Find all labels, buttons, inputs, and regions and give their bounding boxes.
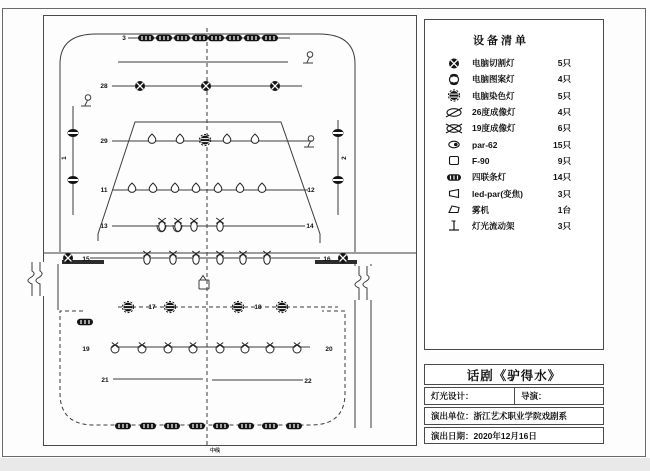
fixture-profile-icon (158, 218, 166, 231)
equipment-name: 电脑图案灯 (472, 74, 515, 85)
plan-label: 20 (325, 346, 333, 353)
fixture-strip-icon (156, 35, 172, 41)
plan-label: 22 (304, 378, 312, 385)
fixture-flag-icon (303, 52, 313, 63)
fixture-drop-icon (149, 183, 157, 192)
equipment-qty: 1台 (557, 204, 571, 215)
plan-label: 29 (100, 138, 108, 145)
plan-label: 15 (82, 256, 90, 263)
fixture-strip-icon (174, 35, 190, 41)
fixture-round-icon (111, 343, 119, 354)
date-field: 演出日期：2020年12月16日 (424, 427, 604, 444)
lighting-designer-field: 灯光设计： (425, 388, 515, 404)
fixture-profile-icon (216, 218, 224, 231)
equipment-list-title: 设备清单 (473, 35, 529, 47)
fixture-drop-icon (128, 183, 136, 192)
equipment-qty: 4只 (557, 74, 571, 85)
plan-label: 21 (101, 377, 109, 384)
fixture-drop-icon (236, 183, 244, 192)
fixture-profile-icon (174, 218, 182, 231)
fixture-drop-icon (148, 134, 156, 143)
equipment-qty: 9只 (557, 155, 571, 166)
fixture-round-icon (216, 343, 224, 354)
equipment-qty: 4只 (557, 107, 571, 118)
fixture-strip-icon (286, 423, 302, 429)
fixture-strip-icon (213, 423, 229, 429)
fixture-strip-icon (115, 423, 131, 429)
fixture-round-icon (164, 343, 172, 354)
fixture-scribble-icon (199, 134, 210, 145)
fixture-round-icon (189, 343, 197, 354)
fixture-mover-icon (338, 253, 348, 263)
fixture-strip-icon (164, 423, 180, 429)
fixture-strip-icon (138, 35, 154, 41)
equipment-name: led-par(变焦) (472, 188, 524, 199)
fixture-mover-icon (270, 81, 280, 91)
plan-label: 18 (254, 304, 262, 311)
equipment-name: 26度成像灯 (472, 107, 516, 118)
equipment-name: 雾机 (472, 204, 490, 215)
equipment-qty: 3只 (557, 221, 571, 232)
equipment-qty: 15只 (553, 139, 571, 150)
fixture-scribble-icon (232, 301, 243, 312)
equipment-name: 电脑切割灯 (472, 58, 515, 69)
fixture-round-icon (293, 343, 301, 354)
fixture-strip-icon (189, 423, 205, 429)
equipment-qty: 6只 (557, 123, 571, 134)
plan-label: 19 (82, 346, 90, 353)
fixture-round-icon (241, 343, 249, 354)
fixture-mover-icon (201, 81, 211, 91)
fixture-drop-icon (223, 134, 231, 143)
equipment-name: 灯光流动架 (472, 221, 515, 232)
fixture-drop-icon (251, 134, 259, 143)
fixture-round-icon (138, 343, 146, 354)
plan-label: 17 (148, 304, 156, 311)
fixture-mover-icon (135, 81, 145, 91)
fixture-profile-icon (190, 218, 198, 231)
fixture-drop-icon (192, 183, 200, 192)
fixture-strip-icon (262, 423, 278, 429)
fixture-flag-icon (81, 95, 91, 106)
fixture-drop-icon (176, 134, 184, 143)
fixture-boomoval-icon (333, 129, 344, 137)
fixture-drop-icon (214, 183, 222, 192)
fixture-strip-icon (244, 35, 260, 41)
plan-label: 28 (100, 83, 108, 90)
equipment-qty: 5只 (557, 58, 571, 69)
plan-label: 16 (323, 256, 331, 263)
director-field: 导演： (521, 391, 547, 401)
equipment-name: 电脑染色灯 (472, 90, 515, 101)
company-field: 演出单位：浙江艺术职业学院戏剧系 (424, 407, 604, 425)
plan-label: 11 (100, 187, 108, 194)
fixture-strip-icon (226, 35, 242, 41)
equipment-qty: 3只 (557, 188, 571, 199)
fixture-mover-icon (63, 253, 73, 263)
fixture-strip-icon (140, 423, 156, 429)
plan-label: 中线 (209, 448, 221, 454)
equipment-name: 四联条灯 (472, 172, 507, 183)
sheet-bottom-margin (0, 458, 650, 471)
fixture-boomoval-icon (68, 176, 79, 184)
fixture-scribble-icon (164, 301, 175, 312)
fixture-strip-icon (238, 423, 254, 429)
plan-label: 1 (61, 156, 68, 160)
plan-label: 2 (341, 156, 348, 160)
plan-label: 12 (307, 187, 315, 194)
equipment-name: par-62 (472, 139, 498, 150)
equipment-qty: 5只 (557, 90, 571, 101)
fixture-scribble-icon (122, 301, 133, 312)
fixture-boomoval-icon (68, 129, 79, 137)
fixture-strip-icon (262, 35, 278, 41)
fixture-drop-icon (171, 183, 179, 192)
plan-label: 3 (122, 35, 126, 42)
plan-label: 13 (100, 223, 108, 230)
production-title: 话剧《驴得水》 (424, 364, 604, 385)
equipment-name: F-90 (472, 155, 490, 166)
fixture-strip-icon (192, 35, 208, 41)
equipment-name: 19度成像灯 (472, 123, 516, 134)
plan-label: 14 (306, 223, 314, 230)
fixture-strip-icon (77, 319, 93, 325)
fixture-round-icon (266, 343, 274, 354)
fixture-boomoval-icon (333, 176, 344, 184)
equipment-qty: 14只 (553, 172, 571, 183)
fixture-strip-icon (208, 35, 224, 41)
fixture-scribble-icon (276, 301, 287, 312)
fixture-drop-icon (258, 183, 266, 192)
